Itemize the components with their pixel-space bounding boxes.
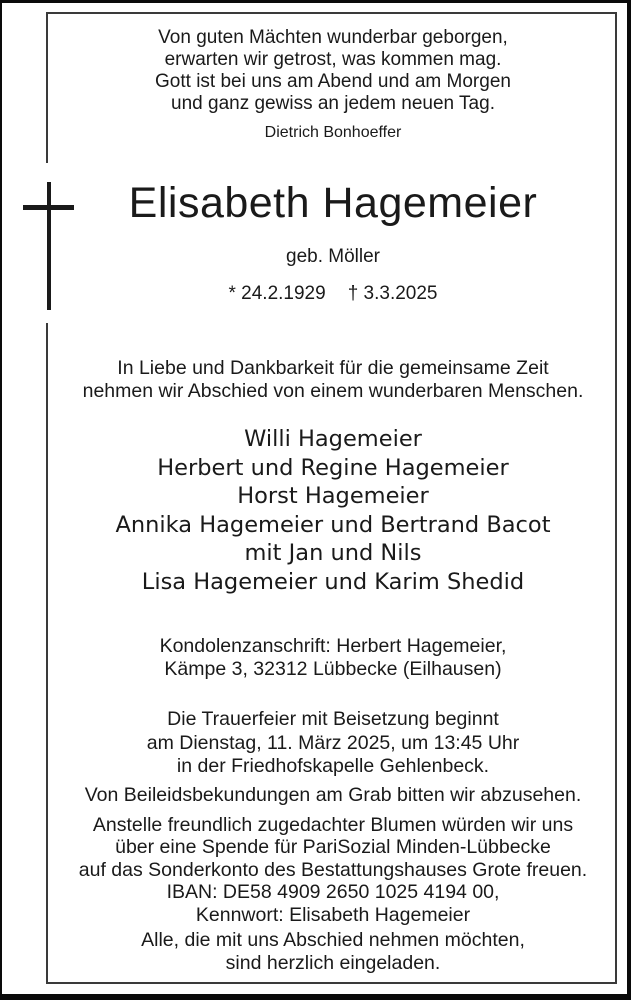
mourner-line: Annika Hagemeier und Bertrand Bacot [115, 511, 551, 538]
farewell-statement [49, 357, 617, 402]
graveside-note: Von Beileidsbekundungen am Grab bitten wir abzusehen. [84, 783, 582, 806]
verse-attribution: Dietrich Bonhoeffer [264, 124, 402, 141]
donation-request [49, 814, 617, 927]
farewell-line: In Liebe und Dankbarkeit für die gemeinsame Zeit [117, 357, 549, 379]
mourner-line: Horst Hagemeier [237, 483, 429, 509]
opening-verse [49, 14, 617, 115]
donation-line: über eine Spende für PariSozial Minden-Lübbecke [115, 836, 551, 858]
mourner-line: Herbert und Regine Hagemeier [157, 454, 509, 481]
farewell-line: nehmen wir Abschied von einem wunderbaren Menschen. [82, 379, 584, 402]
invitation-line: sind herzlich eingeladen. [225, 951, 441, 974]
verse-line: Von guten Mächten wunderbar geborgen, [158, 27, 508, 48]
invitation-line: Alle, die mit uns Abschied nehmen möchten, [141, 929, 525, 951]
funeral-line: Die Trauerfeier mit Beisetzung beginnt [167, 708, 499, 730]
death-date: † 3.3.2025 [347, 283, 438, 304]
donation-line: Kennwort: Elisabeth Hagemeier [195, 903, 471, 926]
verse-line: und ganz gewiss an jedem neuen Tag. [171, 93, 495, 114]
deceased-name: Elisabeth Hagemeier [128, 179, 538, 227]
condolence-line: Kondolenzanschrift: Herbert Hagemeier, [159, 635, 507, 657]
funeral-details [49, 708, 617, 779]
mourners-list [49, 425, 617, 596]
maiden-name: geb. Möller [286, 246, 380, 267]
birth-date: * 24.2.1929 [228, 283, 326, 304]
life-dates [49, 282, 617, 305]
mourner-line: mit Jan und Nils [244, 540, 422, 566]
mourner-line: Willi Hagemeier [244, 426, 422, 452]
condolence-address [49, 635, 617, 681]
funeral-line: in der Friedhofskapelle Gehlenbeck. [176, 755, 490, 777]
condolence-line: Kämpe 3, 32312 Lübbecke (Eilhausen) [164, 658, 502, 680]
invitation-note [49, 929, 617, 974]
donation-line: auf das Sonderkonto des Bestattungshauses Grote freuen. [78, 858, 588, 881]
donation-line: IBAN: DE58 4909 2650 1025 4194 00, [166, 881, 500, 903]
verse-line: Gott ist bei uns am Abend und am Morgen [155, 71, 511, 92]
notice-content [49, 14, 617, 974]
donation-line: Anstelle freundlich zugedachter Blumen würden wir uns [92, 813, 574, 836]
verse-line: erwarten wir getrost, was kommen mag. [164, 49, 502, 70]
funeral-line: am Dienstag, 11. März 2025, um 13:45 Uhr [146, 731, 520, 754]
mourner-line: Lisa Hagemeier und Karim Shedid [141, 568, 525, 595]
